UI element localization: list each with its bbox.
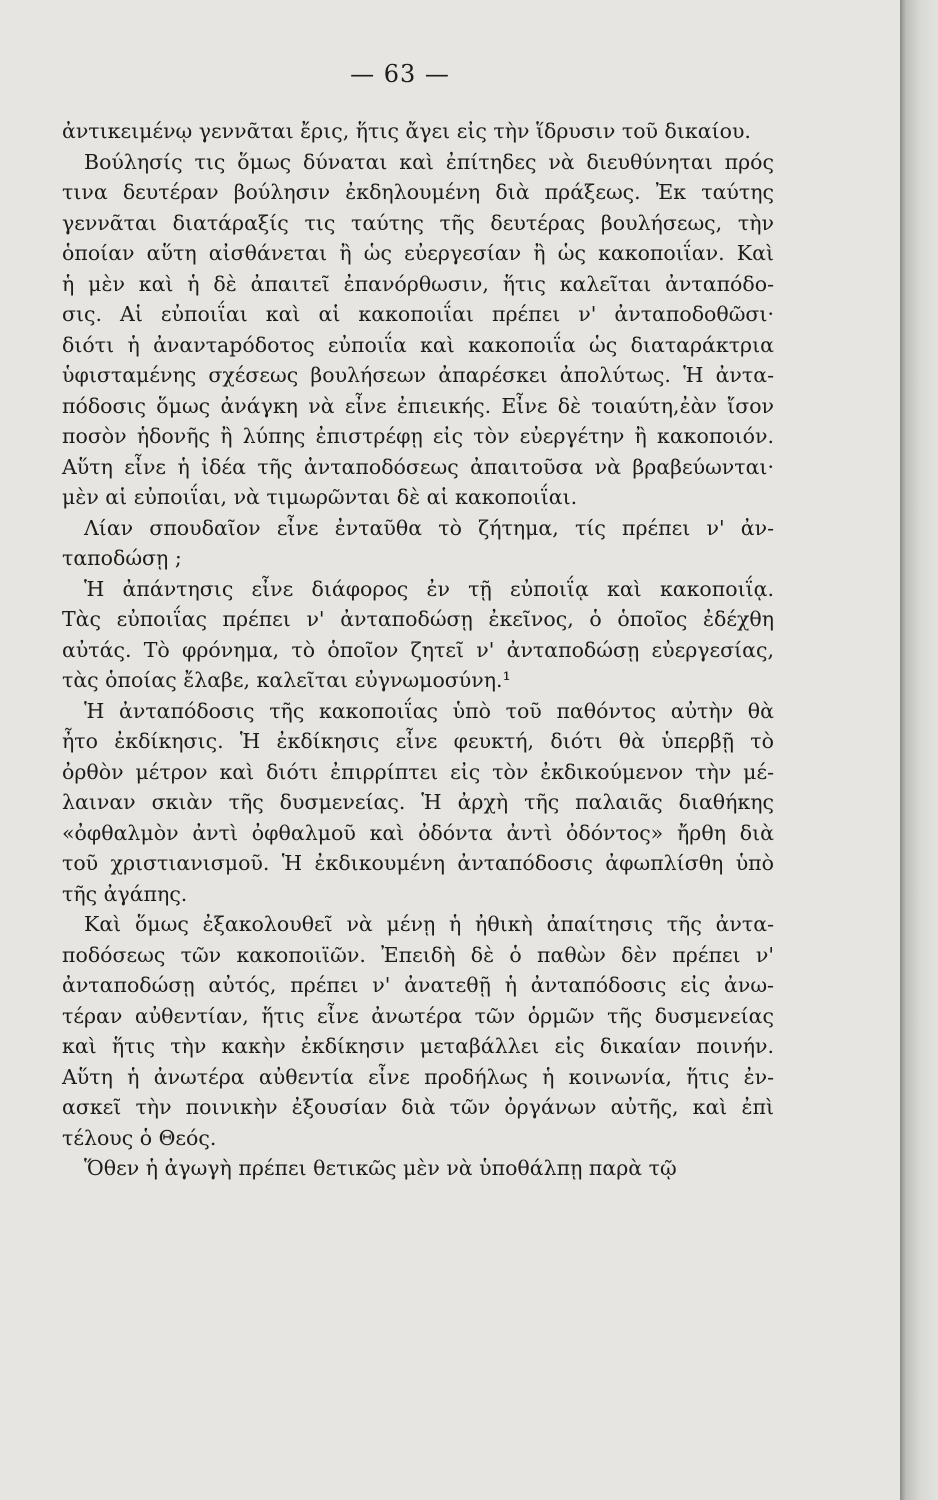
text-line: ὁποίαν αὕτη αἰσθάνεται ἢ ὡς εὐεργεσίαν ἢ ὡς κακοποιΐαν. Καὶ	[62, 241, 774, 265]
text-line: ποδόσεως τῶν κακοποιϊῶν. Ἐπειδὴ δὲ ὁ παθὼν δὲν πρέπει ν'	[62, 942, 774, 967]
paragraph	[62, 116, 774, 147]
text-line: Καὶ ὅμως ἐξακολουθεῖ νὰ μένῃ ἡ ἠθικὴ ἀπαίτησις τῆς ἀντα-	[84, 912, 774, 936]
text-line: τέραν αὐθεντίαν, ἥτις εἶνε ἀνωτέρα τῶν ὁρμῶν τῆς δυσμενείας	[62, 1003, 774, 1028]
paragraph	[62, 696, 774, 910]
text-line: Ἡ ἀπάντησις εἶνε διάφορος ἐν τῇ εὐποιΐᾳ καὶ κακοποιΐᾳ.	[84, 576, 774, 601]
text-line: τινα δευτέραν βούλησιν ἐκδηλουμένη διὰ πράξεως. Ἐκ ταύτης	[62, 180, 774, 204]
text-line: Λίαν σπουδαῖον εἶνε ἐνταῦθα τὸ ζήτημα, τίς πρέπει ν' ἀν-	[84, 515, 774, 540]
paragraph	[62, 1153, 774, 1184]
text-line: ἀντικειμένῳ γεννᾶται ἔρις, ἥτις ἄγει εἰς τὴν ἵδρυσιν τοῦ δικαίου.	[62, 119, 751, 143]
text-line: γεννᾶται διατάραξίς τις ταύτης τῆς δευτέρας βουλήσεως, τὴν	[62, 210, 774, 235]
page-edge	[900, 0, 938, 1500]
paragraph	[62, 574, 774, 696]
text-line: τέλους ὁ Θεός.	[62, 1125, 217, 1150]
text-line: σις. Αἱ εὐποιΐαι καὶ αἱ κακοποιΐαι πρέπει ν' ἀνταποδοθῶσι·	[62, 302, 774, 326]
text-line: ἦτο ἐκδίκησις. Ἡ ἐκδίκησις εἶνε φευκτή, διότι θὰ ὑπερβῇ τὸ	[62, 729, 774, 753]
text-line: ὑφισταμένης σχέσεως βουλήσεων ἀπαρέσκει ἀπολύτως. Ἡ ἀντα-	[62, 363, 774, 387]
text-line: ασκεῖ τὴν ποινικὴν ἐξουσίαν διὰ τῶν ὀργάνων αὐτῆς, καὶ ἐπὶ	[62, 1095, 774, 1119]
text-line: πόδοσις ὅμως ἀνάγκη νὰ εἶνε ἐπιεικής. Εἶνε δὲ τοιαύτη,ἐὰν ἴσον	[62, 393, 774, 418]
text-line: Βούλησίς τις ὅμως δύναται καὶ ἐπίτηδες νὰ διευθύνηται πρός	[84, 149, 774, 174]
paragraph	[62, 147, 774, 513]
text-line: Αὕτη εἶνε ἡ ἰδέα τῆς ἀνταποδόσεως ἀπαιτοῦσα νὰ βραβεύωνται·	[62, 454, 774, 479]
text-line: Ὅθεν ἡ ἀγωγὴ πρέπει θετικῶς μὲν νὰ ὑποθάλπῃ παρὰ τῷ	[84, 1156, 677, 1180]
text-line: μὲν αἱ εὐποιΐαι, νὰ τιμωρῶνται δὲ αἱ κακοποιΐαι.	[62, 485, 578, 509]
text-line: «ὀφθαλμὸν ἀντὶ ὀφθαλμοῦ καὶ ὀδόντα ἀντὶ ὀδόντος» ἤρθη διὰ	[62, 820, 774, 845]
paragraph	[62, 909, 774, 1153]
text-line: τοῦ χριστιανισμοῦ. Ἡ ἐκδικουμένη ἀνταπόδοσις ἀφωπλίσθη ὑπὸ	[62, 851, 774, 875]
text-line: διότι ἡ ἀναντapόδοτος εὐποιΐα καὶ κακοποιΐα ὡς διαταράκτρια	[62, 332, 774, 357]
text-line: τὰς ὁποίας ἔλαβε, καλεῖται εὐγνωμοσύνη.¹	[62, 668, 511, 692]
page-number: — 63 —	[350, 60, 450, 88]
text-line: λαιναν σκιὰν τῆς δυσμενείας. Ἡ ἀρχὴ τῆς παλαιᾶς διαθήκης	[62, 790, 774, 814]
text-line: ποσὸν ἡδονῆς ἢ λύπης ἐπιστρέφῃ εἰς τὸν εὐεργέτην ἢ κακοποιόν.	[62, 424, 774, 448]
text-line: Τὰς εὐποιΐας πρέπει ν' ἀνταποδώσῃ ἐκεῖνος, ὁ ὁποῖος ἐδέχθη	[62, 607, 774, 631]
text-line: Αὕτη ἡ ἀνωτέρα αὐθεντία εἶνε προδήλως ἡ κοινωνία, ἥτις ἐν-	[62, 1064, 774, 1089]
text-line: αὐτάς. Τὸ φρόνημα, τὸ ὁποῖον ζητεῖ ν' ἀνταποδώσῃ εὐεργεσίας,	[62, 637, 774, 662]
page-text	[62, 116, 774, 1184]
paragraph	[62, 513, 774, 574]
text-line: ὀρθὸν μέτρον καὶ διότι ἐπιρρίπτει εἰς τὸν ἐκδικούμενον τὴν μέ-	[62, 759, 774, 784]
text-line: ἡ μὲν καὶ ἡ δὲ ἀπαιτεῖ ἐπανόρθωσιν, ἥτις καλεῖται ἀνταπόδο-	[62, 271, 774, 296]
text-line: καὶ ἥτις τὴν κακὴν ἐκδίκησιν μεταβάλλει εἰς δικαίαν ποινήν.	[62, 1034, 774, 1058]
text-line: ταποδώσῃ ;	[62, 546, 182, 570]
text-line: ἀνταποδώσῃ αὐτός, πρέπει ν' ἀνατεθῇ ἡ ἀνταπόδοσις εἰς ἀνω-	[62, 973, 774, 997]
text-line: Ἡ ἀνταπόδοσις τῆς κακοποιΐας ὑπὸ τοῦ παθόντος αὐτὴν θὰ	[84, 698, 774, 723]
text-line: τῆς ἀγάπης.	[62, 881, 188, 906]
